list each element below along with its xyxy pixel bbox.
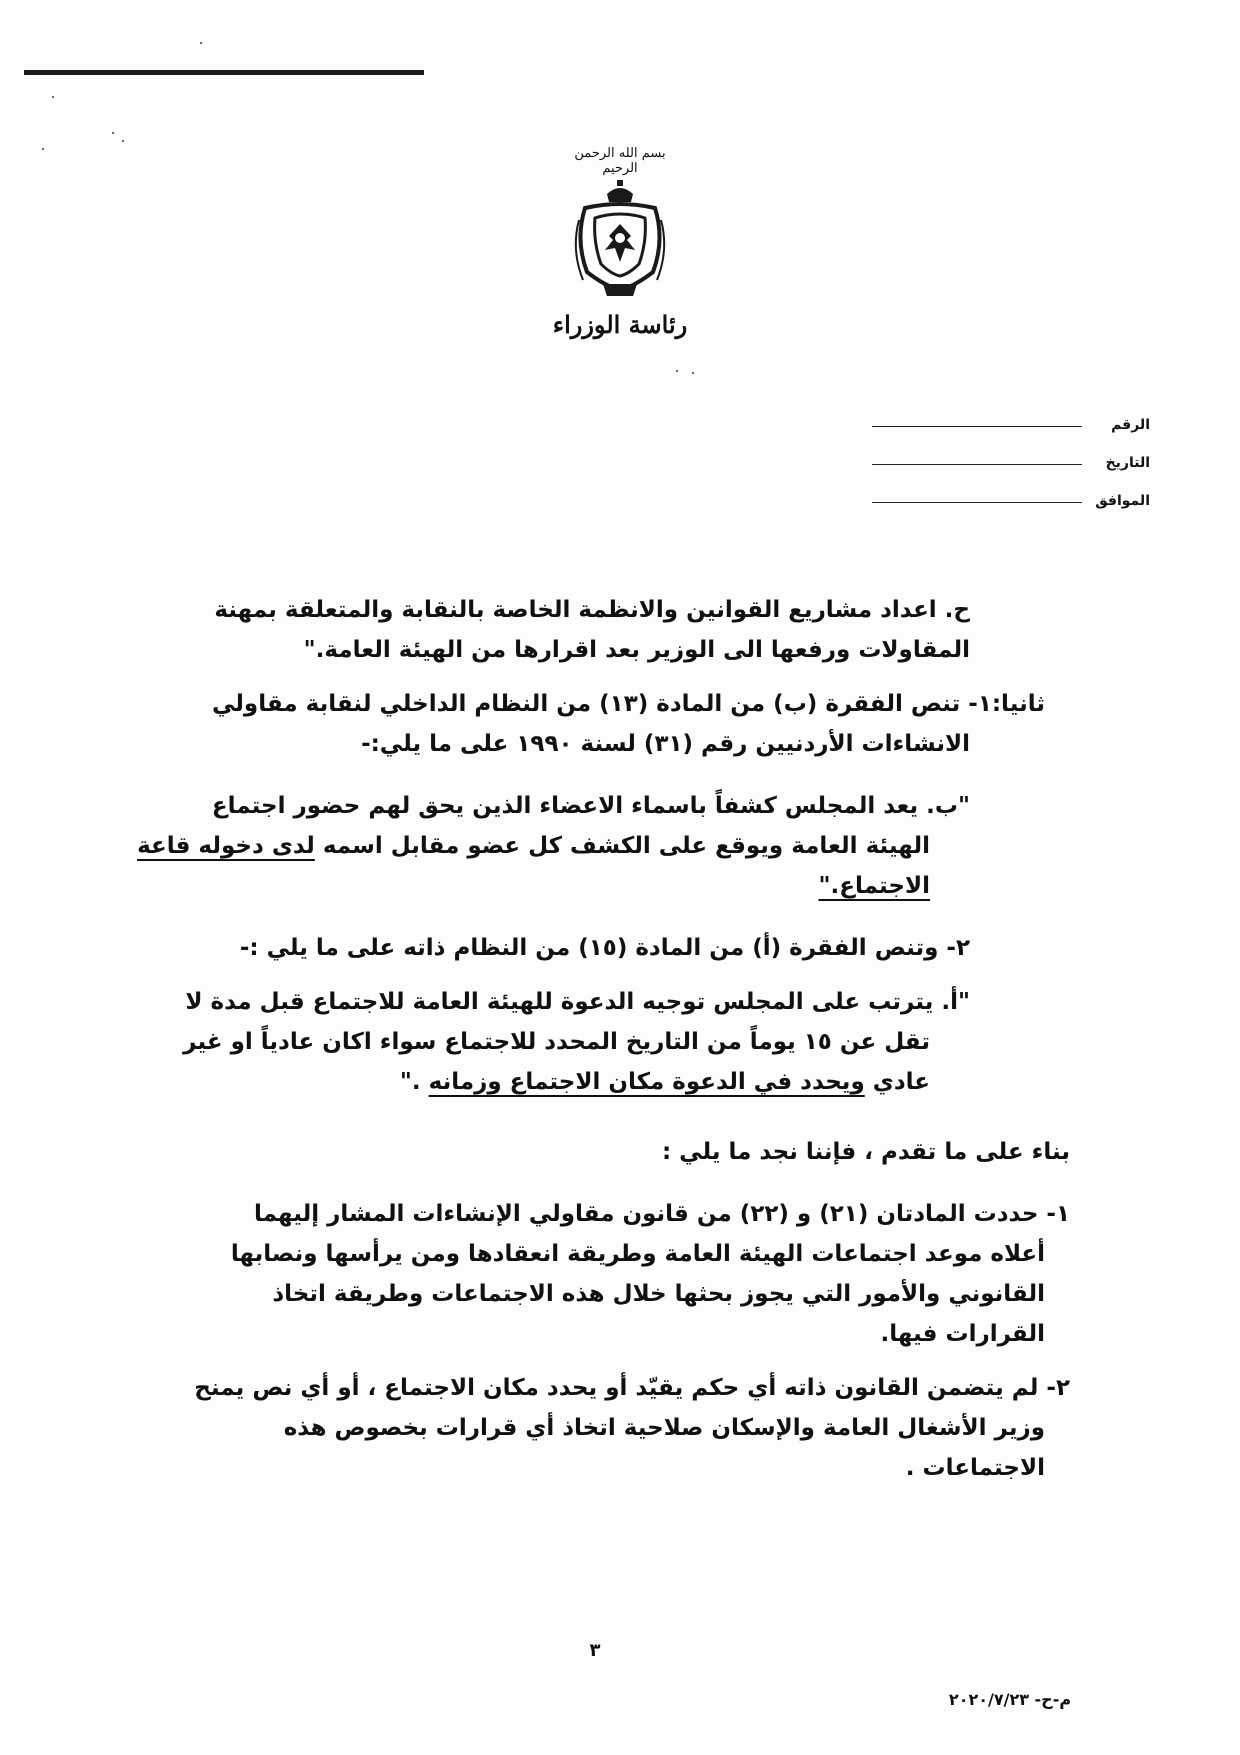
ref-number-row — [860, 395, 1150, 433]
reference-fields — [860, 395, 1150, 509]
scan-speck — [122, 140, 124, 142]
scan-speck — [676, 370, 678, 372]
finding-1-line-3: القانوني والأمور التي يجوز بحثها خلال هذه الاجتماعات وطريقة اتخاذ — [272, 1281, 1045, 1307]
basmala: بسم الله الرحمن الرحيم — [574, 146, 666, 176]
finding-1-line-1: ١- حددت المادتان (٢١) و (٢٢) من قانون مقاولي الإنشاءات المشار إليهما — [253, 1201, 1070, 1227]
ministry-name: رئاسة الوزراء — [552, 310, 688, 339]
clause-h-line-2: المقاولات ورفعها الى الوزير بعد اقرارها من الهيئة العامة." — [303, 637, 970, 663]
ref-date-label: التاريخ — [1105, 455, 1150, 471]
scan-speck — [52, 96, 54, 98]
ref-corresponding-line — [872, 501, 1082, 503]
finding-1-line-2: أعلاه موعد اجتماعات الهيئة العامة وطريقة انعقادها ومن يرأسها ونصابها — [230, 1241, 1045, 1267]
ref-number-label: الرقم — [1111, 417, 1150, 433]
quote-a-line-3-text: عادي — [864, 1069, 930, 1095]
finding-2-line-2: وزير الأشغال العامة والإسكان صلاحية اتخاذ أي قرارات بخصوص هذه — [283, 1415, 1045, 1441]
quote-a-line-3-end: ." — [399, 1069, 429, 1095]
letter-body — [100, 590, 1070, 1488]
page-number: ٣ — [589, 1640, 601, 1661]
quote-b-line-2 — [100, 826, 930, 866]
top-rule — [24, 70, 424, 75]
second-point-line-1: ثانيا:١- تنص الفقرة (ب) من المادة (١٣) من النظام الداخلي لنقابة مقاولي — [212, 691, 1045, 717]
ref-number-line — [872, 425, 1082, 427]
conclusion-intro: بناء على ما تقدم ، فإننا نجد ما يلي : — [661, 1139, 1070, 1165]
ref-corresponding-label: الموافق — [1095, 493, 1150, 509]
ref-corresponding-row — [860, 471, 1150, 509]
clause-h-line-1: ح. اعداد مشاريع القوانين والانظمة الخاصة بالنقابة والمتعلقة بمهنة — [214, 597, 970, 623]
letterhead — [500, 140, 740, 360]
scan-speck — [692, 372, 694, 374]
document-code: م-ح- ٢٠٢٠/٧/٢٣ — [948, 1690, 1072, 1709]
point-two-intro: ٢- وتنص الفقرة (أ) من المادة (١٥) من النظام ذاته على ما يلي :- — [239, 935, 970, 961]
quote-a-line-3 — [100, 1062, 930, 1102]
quote-a-line-1: "أ. يترتب على المجلس توجيه الدعوة للهيئة العامة للاجتماع قبل مدة لا — [185, 989, 970, 1015]
scan-speck — [112, 132, 114, 134]
quote-b-line-1: "ب. يعد المجلس كشفاً باسماء الاعضاء الذين يحق لهم حضور اجتماع — [211, 793, 970, 819]
quote-b-underlined-end: الاجتماع." — [818, 873, 930, 899]
quote-a-underlined-phrase: ويحدد في الدعوة مكان الاجتماع وزمانه — [428, 1069, 865, 1095]
finding-2-line-1: ٢- لم يتضمن القانون ذاته أي حكم يقيّد أو يحدد مكان الاجتماع ، أو أي نص يمنح — [194, 1375, 1070, 1401]
quote-a-line-2: تقل عن ١٥ يوماً من التاريخ المحدد للاجتماع سواء اكان عادياً او غير — [183, 1029, 930, 1055]
second-point-line-2: الانشاءات الأردنيين رقم (٣١) لسنة ١٩٩٠ على ما يلي:- — [361, 731, 970, 757]
quote-b-underlined-phrase: لدى دخوله قاعة — [137, 833, 315, 859]
scan-speck — [200, 42, 202, 44]
ref-date-row — [860, 433, 1150, 471]
quote-b-line-2-text: الهيئة العامة ويوقع على الكشف كل عضو مقابل اسمه — [314, 833, 930, 859]
ref-date-line — [872, 463, 1082, 465]
finding-2-line-3: الاجتماعات . — [905, 1455, 1045, 1481]
finding-1-line-4: القرارات فيها. — [880, 1321, 1045, 1347]
scan-speck — [42, 148, 44, 150]
quote-b-line-3 — [100, 866, 930, 906]
jordan-coat-of-arms-icon — [565, 180, 675, 300]
